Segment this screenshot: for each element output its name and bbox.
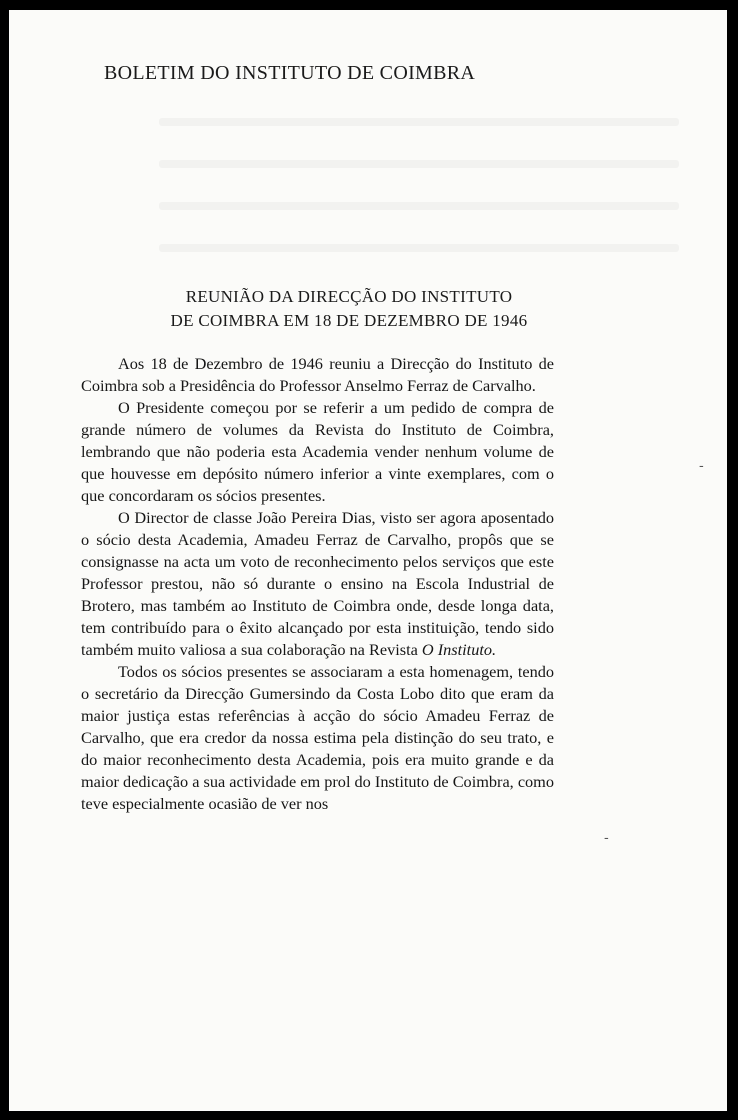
show-through-mark xyxy=(159,244,679,252)
show-through-mark xyxy=(159,160,679,168)
body-paragraph: Todos os sócios presentes se associaram a esta homenagem, tendo o secretário da Direcção Gumersindo da Costa Lobo dito que eram da maior justiça estas referências à acção do sócio Amadeu Ferraz de Carvalho, que era credor da nossa estima pela distinção do seu trato, e do maior reconhecimento desta Academia, pois era muito grande e da maior dedicação a sua actividade em prol do Instituto de Coimbra, como teve especialmente ocasião de ver nos xyxy=(81,662,554,813)
article-title-line-2: DE COIMBRA EM 18 DE DEZEMBRO DE 1946 xyxy=(170,311,528,330)
body-paragraph-text: O Presidente começou por se referir a um pedido de compra de grande número de volumes da Revista do Instituto de Coimbra, lembrando que não poderia esta Academia vender nenhum volume de que houvesse em depósito número inferior a vinte exemplares, com o que concordaram os sócios presentes. xyxy=(81,398,554,505)
running-head-title: BOLETIM DO INSTITUTO DE COIMBRA xyxy=(104,62,476,84)
show-through-mark xyxy=(159,202,679,210)
margin-dash: - xyxy=(699,458,704,474)
journal-name: O Instituto. xyxy=(421,640,497,659)
body-paragraph-text: O Director de classe João Pereira Dias, visto ser agora aposentado o sócio desta Academia, Amadeu Ferraz de Carvalho, propôs que se consignasse na acta um voto de reconhecimento pelos serviços que este Professor prestou, não só durante o ensino na Escola Industrial de Brotero, mas também ao Instituto de Coimbra onde, desde longa data, tem contribuído para o êxito alcançado por esta instituição, tendo sido também muito valiosa a sua colaboração na Revista xyxy=(81,508,554,659)
margin-dash: - xyxy=(604,830,609,846)
article-title-line-1: REUNIÃO DA DIRECÇÃO DO INSTITUTO xyxy=(185,287,513,306)
document-page xyxy=(9,10,727,1111)
body-paragraph xyxy=(81,397,554,507)
body-paragraph: Aos 18 de Dezembro de 1946 reuniu a Direcção do Instituto de Coimbra sob a Presidência do Professor Anselmo Ferraz de Carvalho. xyxy=(81,354,554,395)
body-paragraph xyxy=(81,507,554,661)
article-body xyxy=(81,353,554,815)
article-title xyxy=(69,285,629,333)
show-through-mark xyxy=(159,118,679,126)
